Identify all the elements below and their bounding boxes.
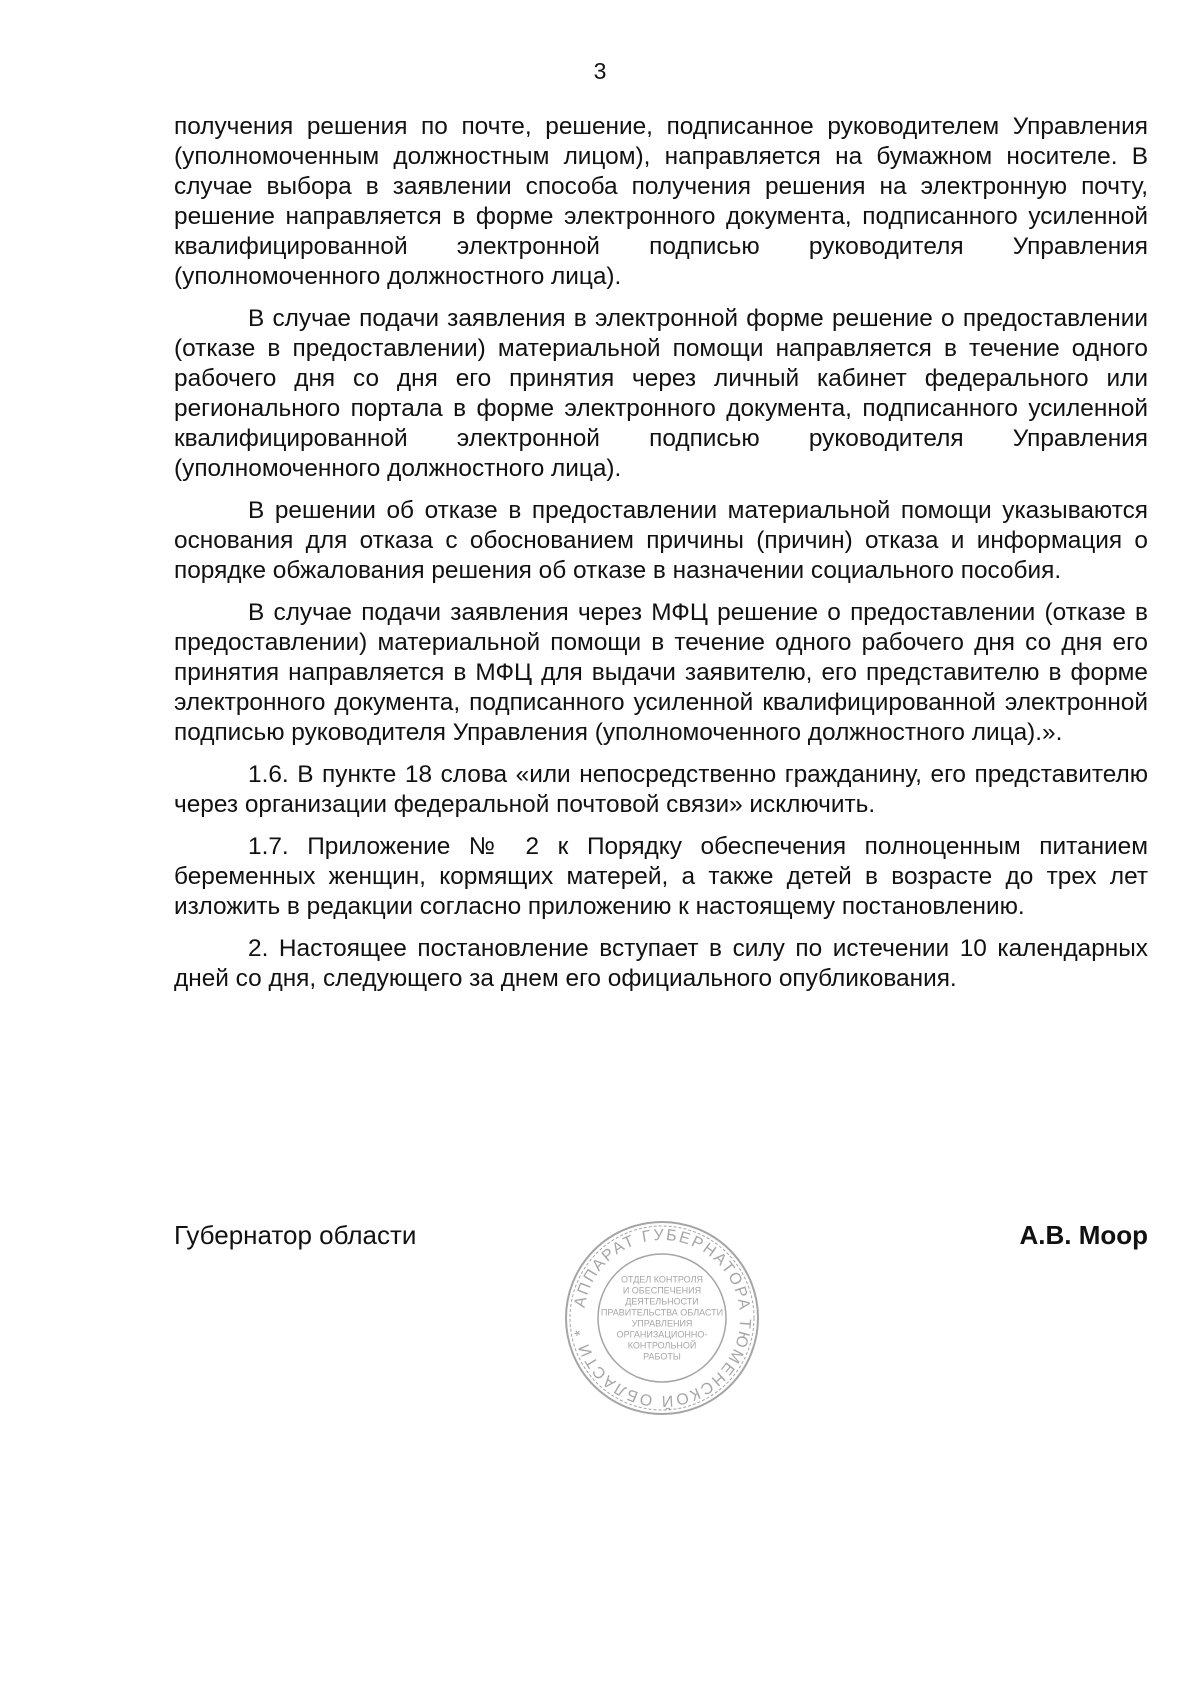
seal-graphic [562,1218,762,1418]
seal-inner-line: ПРАВИТЕЛЬСТВА ОБЛАСТИ [600,1307,724,1318]
seal-inner-line: РАБОТЫ [643,1351,681,1362]
seal-inner-line: ОТДЕЛ КОНТРОЛЯ [621,1274,703,1285]
seal-inner-line: УПРАВЛЕНИЯ [631,1318,693,1329]
paragraph-mfc: В случае подачи заявления через МФЦ решение о предоставлении (отказе в предоставлении) материальной помощи в течение одного рабочего дня со дня его принятия направляется в МФЦ для выдачи заявителю, его представителю в форме электронного документа, подписанного усиленной квалифицированной электронной подписью руководителя Управления (уполномоченного должностного лица).». [174,599,1148,746]
paragraph-item-1-6: 1.6. В пункте 18 слова «или непосредственно гражданину, его представителю через организации федеральной почтовой связи» исключить. [174,761,1148,818]
paragraph-item-2: 2. Настоящее постановление вступает в силу по истечении 10 календарных дней со дня, следующего за днем его официального опубликования. [174,935,1148,992]
seal-inner-text [601,1275,723,1362]
official-seal [562,1218,762,1418]
seal-inner-line: ОРГАНИЗАЦИОННО- [616,1329,708,1340]
paragraph-electronic-form: В случае подачи заявления в электронной форме решение о предоставлении (отказе в предоставлении) материальной помощи направляется в течение одного рабочего дня со дня его принятия через личный кабинет федерального или регионального портала в форме электронного документа, подписанного усиленной квалифицированной электронной подписью руководителя Управления (уполномоченного должностного лица). [174,305,1148,482]
paragraph-continuation: получения решения по почте, решение, подписанное руководителем Управления (уполномоченным должностным лицом), направляется на бумажном носителе. В случае выбора в заявлении способа получения решения на электронную почту, решение направляется в форме электронного документа, подписанного усиленной квалифицированной электронной подписью руководителя Управления (уполномоченного должностного лица). [174,113,1148,290]
page-number: 3 [593,58,607,84]
document-body [174,112,1148,1006]
seal-inner-line: ДЕЯТЕЛЬНОСТИ [625,1296,699,1307]
seal-ring-text: АППАРАТ ГУБЕРНАТОРА ТЮМЕНСКОЙ ОБЛАСТИ * [571,1226,754,1410]
paragraph-item-1-7: 1.7. Приложение № 2 к Порядку обеспечения полноценным питанием беременных женщин, кормящих матерей, а также детей в возрасте до трех лет изложить в редакции согласно приложению к настоящему постановлению. [174,833,1148,920]
paragraph-refusal-grounds: В решении об отказе в предоставлении материальной помощи указываются основания для отказа с обоснованием причины (причин) отказа и информация о порядке обжалования решения об отказе в назначении социального пособия. [174,497,1148,584]
seal-inner-line: И ОБЕСПЕЧЕНИЯ [622,1285,702,1296]
signer-title: Губернатор области [174,1220,417,1250]
seal-inner-line: КОНТРОЛЬНОЙ [627,1340,697,1351]
signer-name: А.В. Моор [1019,1220,1148,1250]
